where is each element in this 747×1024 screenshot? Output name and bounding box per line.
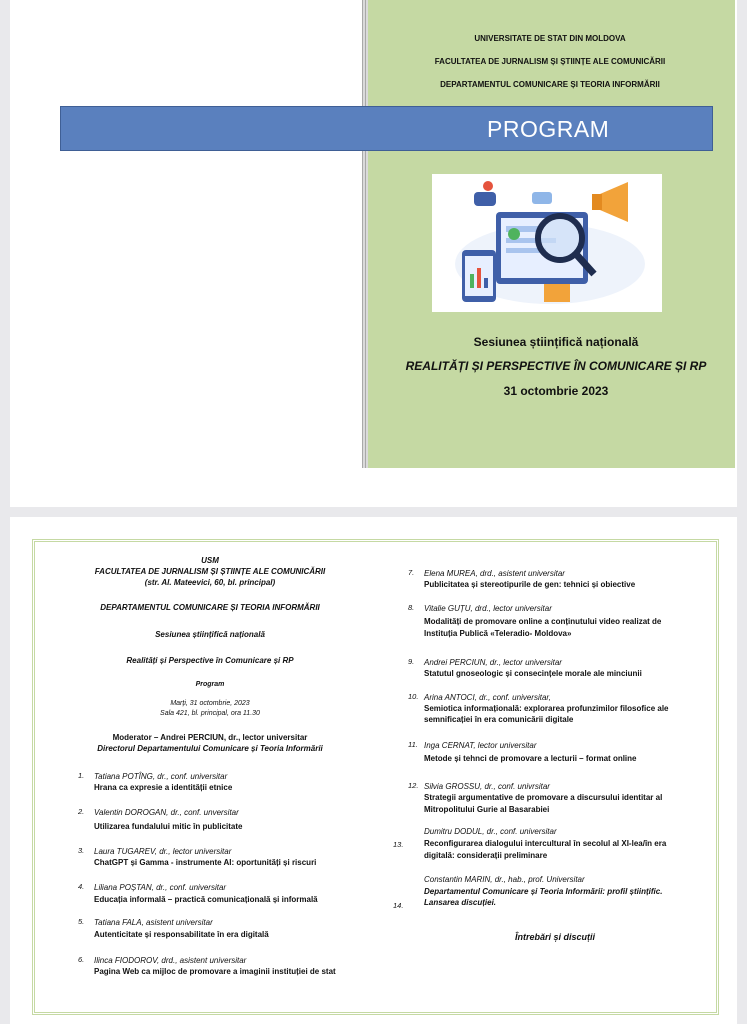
program-department: DEPARTAMENTUL COMUNICARE ȘI TEORIA INFORMĂRII xyxy=(100,603,320,612)
item-title: Hrana ca expresie a identității etnice xyxy=(94,783,233,792)
program-session-type: Sesiunea științifică națională xyxy=(155,630,265,639)
item-title: Educația informală – practică comunicațională și informală xyxy=(94,895,318,904)
item-title-cont: digitală: considerații preliminare xyxy=(424,851,548,860)
program-date: Marți, 31 octombrie, 2023 xyxy=(170,700,250,707)
item-author: Tatiana FALA, asistent universitar xyxy=(94,918,213,927)
faculty-name: FACULTATEA DE JURNALISM ȘI ȘTIINȚE ALE COMUNICĂRII xyxy=(434,57,666,66)
department-name: DEPARTAMENTUL COMUNICARE ȘI TEORIA INFORMĂRII xyxy=(440,80,660,89)
program-banner-title: PROGRAM xyxy=(487,116,610,142)
item-number: 9. xyxy=(408,657,415,666)
item-number: 13. xyxy=(393,840,404,849)
item-title: Reconfigurarea dialogului intercultural în secolul al XI-lea/în era xyxy=(424,839,667,848)
item-title: Pagina Web ca mijloc de promovare a imaginii instituției de stat xyxy=(94,967,336,976)
session-title: REALITĂȚI ȘI PERSPECTIVE ÎN COMUNICARE ȘI RP xyxy=(405,359,707,373)
session-date: 31 octombrie 2023 xyxy=(503,384,609,398)
closing-discussion: Întrebări și discuții xyxy=(514,932,596,942)
item-title: Modalități de promovare online a conținutului video realizat de xyxy=(424,617,662,626)
item-title-cont: Lansarea discuției. xyxy=(424,898,497,907)
item-number: 7. xyxy=(408,568,415,577)
item-title-cont: semnificației în era comunicării digitale xyxy=(424,715,574,724)
item-title: Utilizarea fundalului mitic în publicitate xyxy=(94,822,243,831)
item-author: Laura TUGAREV, dr., lector universitar xyxy=(94,847,232,856)
item-title: Statutul gnoseologic și consecințele morale ale minciunii xyxy=(424,669,642,678)
item-title: Autenticitate și responsabilitate în era digitală xyxy=(94,930,269,939)
item-number: 2. xyxy=(78,807,85,816)
item-author: Constantin MARIN, dr., hab., prof. Universitar xyxy=(424,875,585,884)
usm-label: USM xyxy=(201,556,219,565)
program-banner xyxy=(60,106,713,151)
item-title: ChatGPT și Gamma - instrumente AI: oportunități și riscuri xyxy=(94,858,317,867)
program-session-title: Realități și Perspective în Comunicare și RP xyxy=(126,656,294,665)
item-title: Metode și tehnci de promovare a lecturii – format online xyxy=(424,754,637,763)
program-label: Program xyxy=(195,681,225,688)
moderator: Moderator – Andrei PERCIUN, dr., lector universitar xyxy=(112,733,308,742)
item-number: 5. xyxy=(78,917,85,926)
item-author: Vitalie GUȚU, drd., lector universitar xyxy=(424,604,552,613)
item-number: 1. xyxy=(78,771,85,780)
item-number: 4. xyxy=(78,882,85,891)
item-title: Publicitatea și stereotipurile de gen: tehnici și obiective xyxy=(424,580,636,589)
marketing-illustration xyxy=(432,174,662,312)
item-author: Silvia GROSSU, dr., conf. univrsitar xyxy=(424,782,550,791)
moderator-role: Directorul Departamentului Comunicare și Teoria Informării xyxy=(97,744,323,753)
item-author: Dumitru DODUL, dr., conf. universitar xyxy=(424,827,557,836)
item-author: Andrei PERCIUN, dr., lector universitar xyxy=(424,658,562,667)
program-address: (str. Al. Mateevici, 60, bl. principal) xyxy=(144,578,276,587)
item-title: Departamentul Comunicare și Teoria Informării: profil științific. xyxy=(424,887,663,896)
item-number: 12. xyxy=(408,781,419,790)
item-author: Inga CERNAT, lector universitar xyxy=(424,741,537,750)
item-author: Tatiana POTÎNG, dr., conf. universitar xyxy=(94,772,228,781)
item-author: Arina ANTOCI, dr., conf. universitar, xyxy=(424,693,551,702)
item-title-cont: Instituția Publică «Teleradio- Moldova» xyxy=(424,629,572,638)
item-number: 8. xyxy=(408,603,415,612)
item-number: 14. xyxy=(393,901,404,910)
item-author: Ilinca FIODOROV, drd., asistent universitar xyxy=(94,956,247,965)
item-author: Elena MUREA, drd., asistent universitar xyxy=(424,569,565,578)
program-faculty: FACULTATEA DE JURNALISM ȘI ȘTIINȚE ALE COMUNICĂRII xyxy=(94,567,326,576)
item-number: 11. xyxy=(408,740,418,749)
item-title: Semiotica informațională: explorarea profunzimilor filosofice ale xyxy=(424,704,669,713)
item-title: Strategii argumentative de promovare a discursului identitar al xyxy=(424,793,663,802)
item-number: 10. xyxy=(408,692,419,701)
item-number: 6. xyxy=(78,955,85,964)
item-author: Valentin DOROGAN, dr., conf. unversitar xyxy=(94,808,239,817)
item-title-cont: Mitropolitului Gurie al Basarabiei xyxy=(424,805,550,814)
session-type: Sesiunea științifică națională xyxy=(473,335,639,349)
analytics-magnifier-icon xyxy=(432,174,662,312)
item-number: 3. xyxy=(78,846,85,855)
program-location: Sala 421, bl. principal, ora 11.30 xyxy=(160,710,260,717)
item-author: Liliana POȘTAN, dr., conf. universitar xyxy=(94,883,227,892)
university-name: UNIVERSITATE DE STAT DIN MOLDOVA xyxy=(474,34,626,43)
